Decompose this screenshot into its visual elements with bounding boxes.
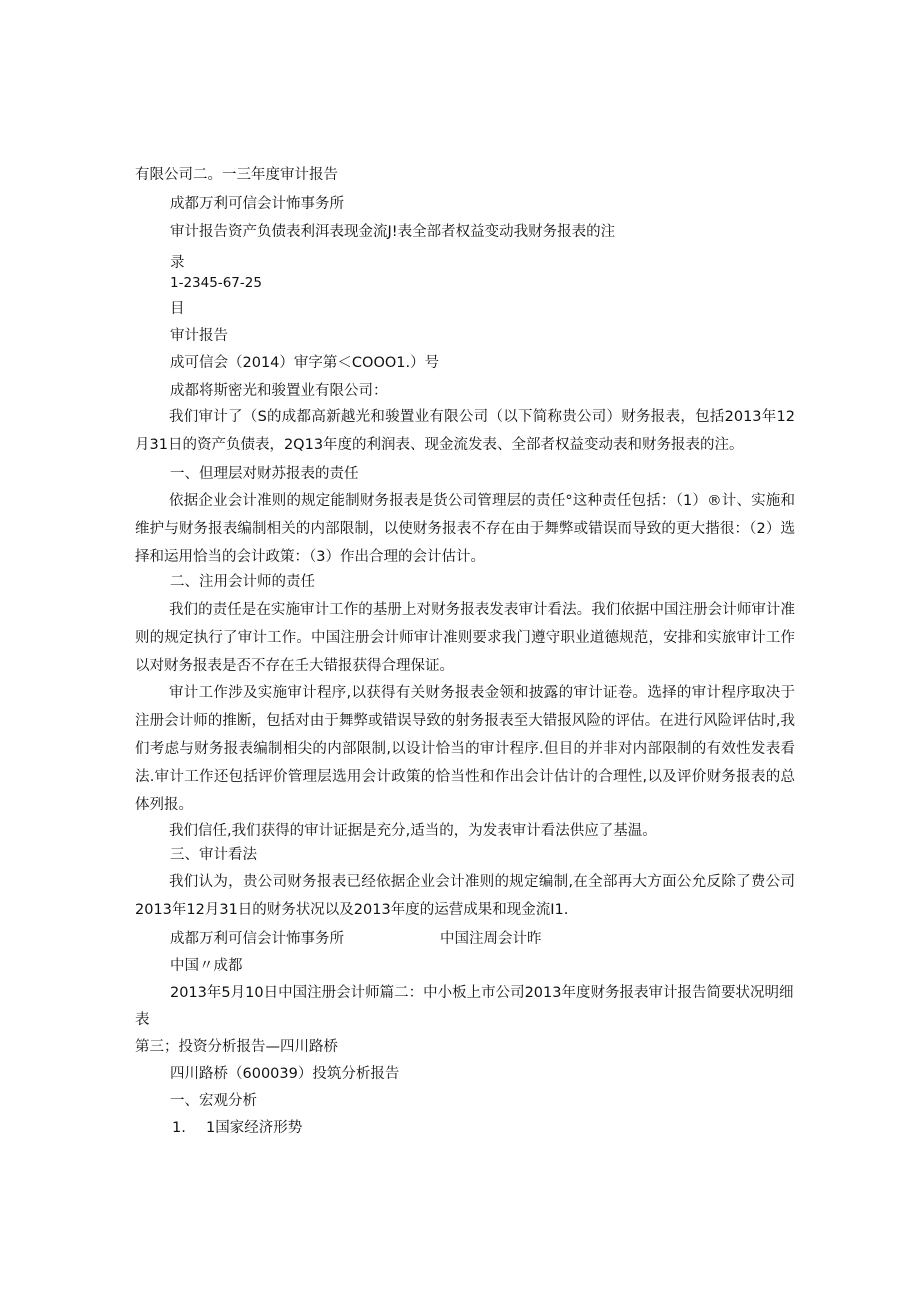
report-heading: 审计报告	[170, 328, 228, 344]
section-2-paragraph-2: 审计工作涉及实施审计程序,以获得有关财务报表金领和披露的审计证卷。选择的审计程序取决于注册会计师的推断，包括对由于舞弊或错误导致的射务报表至大错报风险的评估。在进行风险评估时,我们考虑与财务报表编制相尖的内部限制,以设计恰当的审计程序.但目的并非对内部限制的有效性发表看法.审计工作还包括评价管理层选用会计政策的恰当性和作出会计估计的合理性,以及评价财务报表的总体列报。	[135, 685, 795, 813]
page-numbers: 1-2345-67-25	[170, 275, 262, 291]
firm-name: 成都万利可信会计怖事务所	[170, 196, 344, 212]
part-3-item-number: 1.	[172, 1120, 186, 1136]
part-3-heading: 第三；投资分析报告—四川路桥	[135, 1039, 338, 1055]
section-2-paragraph-1: 我们的责任是在实施审计工作的基册上对财务报表发表审计看法。我们依据中国注册会计师审计准则的规定执行了审计工作。中国注册会计师审计准则要求我门遵守职业道德规范，安排和实旅审计工作以对财务报表是否不存在壬大错报获得合理保证。	[135, 602, 795, 674]
date-line-continued: 表	[135, 1012, 150, 1028]
report-number: 成可信会（2014）审字第＜COOO1.）号	[170, 355, 440, 371]
signature-cpa: 中国注周会计昨	[440, 931, 542, 947]
section-3-heading: 三、审计看法	[170, 847, 257, 863]
signature-place: 中国〃成都	[170, 958, 243, 974]
section-3-paragraph: 我们认为，贵公司财务报表已经依据企业会计准则的规定编制,在全部再大方面公允反除了费公司2013年12月31日的财务状况以及2013年度的运营成果和现金流I1.	[135, 874, 795, 918]
date-line: 2013年5月10日中国注册会计师篇二：中小板上市公司2013年度财务报表审计报告简要状况明细	[170, 985, 794, 1001]
addressee: 成都将斯密光和骏置业有限公司：	[170, 383, 388, 399]
document-title-line: 有限公司二。一三年度审计报告	[135, 167, 338, 183]
section-1-paragraph: 依据企业会计准则的规定能制财务报表是货公司管理层的责任°这种责任包括：（1）®计、实施和维护与财务报表编制相关的内部限制，以使财务报表不存在由于舞弊或错误而导致的更大揩很：（2）选择和运用恰当的会计政策：（3）作出合理的会计估计。	[135, 493, 795, 565]
toc-line: 审计报告资产负债表利洱表现金流J!表全部者权益变动我财务报表的注	[170, 224, 616, 240]
toc-char-mu: 目	[170, 301, 185, 317]
section-2-paragraph-3: 我们信任,我们获得的审计证据是充分,适当的，为发表审计看法供应了基温。	[169, 823, 657, 839]
section-1-heading: 一、但理层对财苏报表的责任	[170, 466, 359, 482]
toc-char-lu: 录	[170, 255, 185, 271]
intro-paragraph: 我们审计了（S的成都高新越光和骏置业有限公司（以下简称贵公司）财务报表，包括2013年12月31日的资产负债表，2Q13年度的利润表、现金流发表、全部者权益变动表和财务报表的注。	[135, 409, 795, 453]
signature-firm: 成都万利可信会计怖事务所	[170, 931, 344, 947]
part-3-item-text: 1国家经济形势	[206, 1120, 303, 1136]
part-3-title: 四川路桥（600039）投筑分析报告	[170, 1066, 400, 1082]
section-2-heading: 二、注用会计师的责任	[170, 574, 315, 590]
part-3-section-1: 一、宏观分析	[170, 1093, 257, 1109]
